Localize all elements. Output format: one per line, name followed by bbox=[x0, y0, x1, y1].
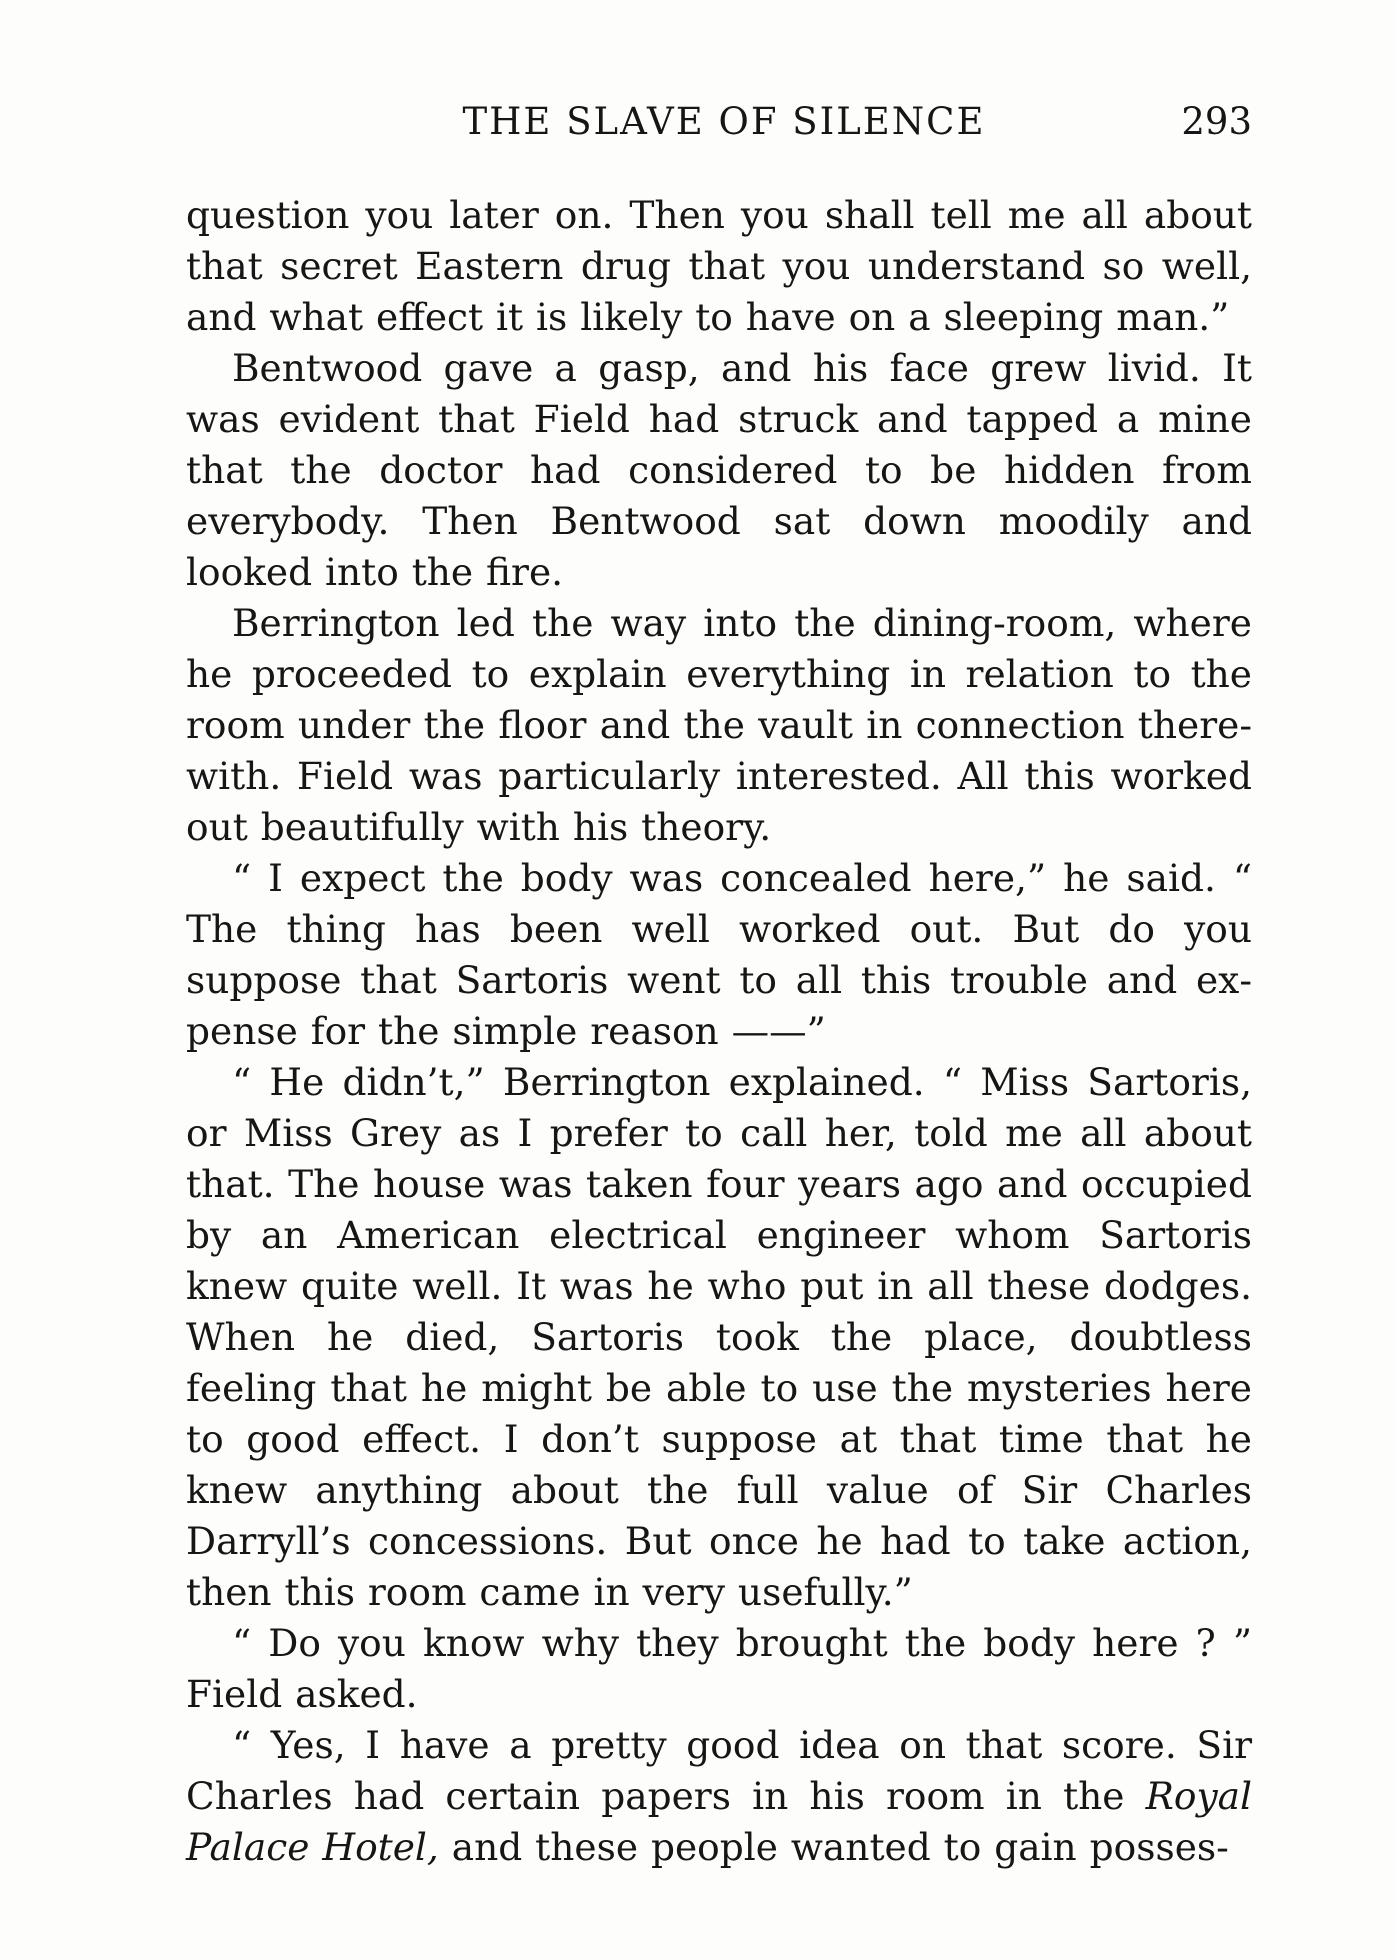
paragraph-berrington-explains: “ He didn’t,” Berrington explained. “ Miss Sartoris, or Miss Grey as I prefer to call her, told me all about that. The house was taken four years ago and occupied by an American electrical engineer whom Sartoris knew quite well. It was he who put in all these dodges. When he died, Sartoris took the place, doubtless feeling that he might be able to use the mysteries here to good effect. I don’t suppose at that time that he knew anything about the full value of Sir Charles Darryll’s concessions. But once he had to take action, then this room came in very usefully.” bbox=[186, 1060, 1252, 1614]
paragraph-field-asked: “ Do you know why they brought the body here ? ” Field asked. bbox=[186, 1621, 1252, 1716]
paragraph-field-question: “ I expect the body was concealed here,” he said. “ The thing has been well worked out. But do you suppose that Sartoris went to all this trouble and expense for the simple reason ——” bbox=[186, 856, 1252, 1053]
paragraph-papers-start: “ Yes, I have a pretty good idea on that score. Sir Charles had certain papers in his room in the bbox=[186, 1723, 1252, 1818]
page-number: 293 bbox=[1181, 100, 1252, 143]
body-text bbox=[186, 190, 1252, 1873]
paragraph-continued: question you later on. Then you shall tell me all about that secret Eastern drug that you understand so well, and what effect it is likely to have on a sleeping man.” bbox=[186, 193, 1252, 339]
paragraph-dining-room: Berrington led the way into the dining-room, where he proceeded to explain everything in relation to the room under the floor and the vault in connection therewith. Field was particularly interested. All this worked out beautifully with his theory. bbox=[186, 601, 1252, 849]
running-head bbox=[186, 98, 1252, 146]
hotel-name-italic: Royal Palace Hotel, bbox=[186, 1774, 1252, 1869]
running-title: THE SLAVE OF SILENCE bbox=[462, 100, 986, 143]
paragraph-bentwood-gasp: Bentwood gave a gasp, and his face grew livid. It was evident that Field had struck and tapped a mine that the doctor had considered to be hidden from everybody. Then Bentwood sat down moodily and looked into the fire. bbox=[186, 346, 1252, 594]
paragraph-papers bbox=[186, 1720, 1252, 1873]
paragraph-papers-end: and these people wanted to gain posses- bbox=[438, 1825, 1229, 1869]
